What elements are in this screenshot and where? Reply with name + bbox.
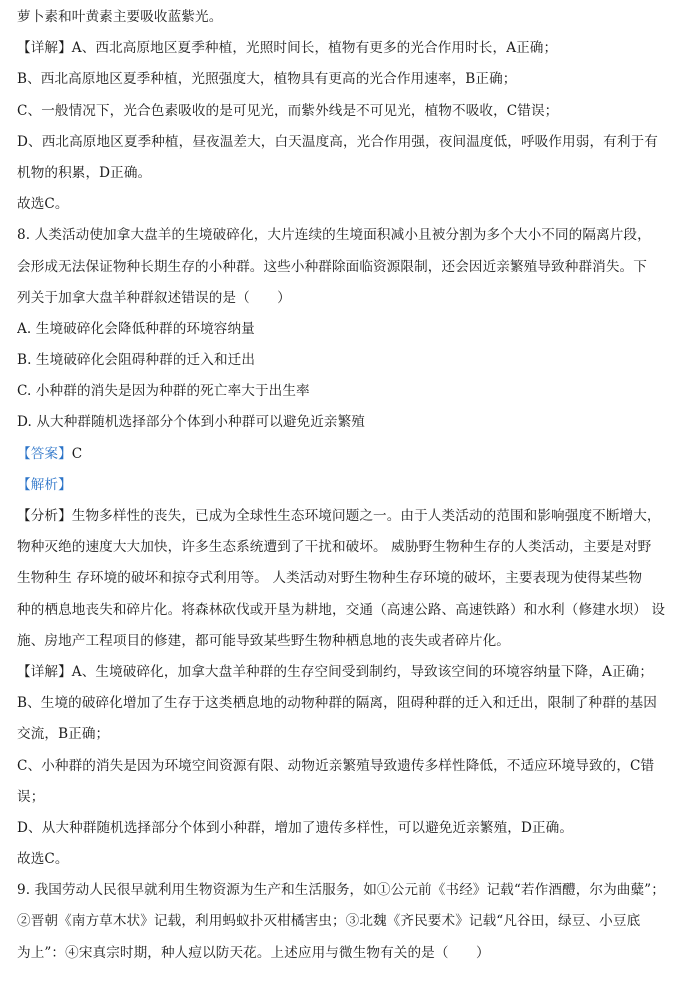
option-c: C. 小种群的消失是因为种群的死亡率大于出生率 <box>17 383 310 400</box>
question-8-line-2: 会形成无法保证物种长期生存的小种群。这些小种群除面临资源限制，还会因近亲繁殖导致种群消失。下 <box>17 258 647 275</box>
question-9-line-3: 为上”：④宋真宗时期，种人痘以防天花。上述应用与微生物有关的是（ ） <box>17 944 490 961</box>
text-line-18: 物种灭绝的速度大大加快，许多生态系统遭到了干扰和破坏。 威胁野生物种生存的人类活动，主要是对野 <box>17 539 652 556</box>
text-line-1: 萝卜素和叶黄素主要吸收蓝紫光。 <box>17 9 223 25</box>
option-a: A. 生境破碎化会降低种群的环境容纳量 <box>17 320 255 337</box>
text-line-3: B、西北高原地区夏季种植，光照强度大，植物具有更高的光合作用速率，B正确； <box>17 71 517 88</box>
answer-line <box>17 439 683 470</box>
option-b: B. 生境破碎化会阻碍种群的迁入和迁出 <box>17 352 256 369</box>
analysis-tag: 【解析】 <box>17 476 72 493</box>
text-line-19: 生物种生 存环境的破坏和掠夺式利用等。 人类活动对野生物种生存环境的破坏，主要表现为使得某些物 <box>17 570 643 587</box>
text-line-26: 误； <box>17 788 45 805</box>
question-8-line-1: 8. 人类活动使加拿大盘羊的生境破碎化，大片连续的生境面积减小且被分割为多个大小不同的隔离片段， <box>17 227 651 244</box>
text-line-5: D、西北高原地区夏季种植，昼夜温差大，白天温度高，光合作用强，夜间温度低，呼吸作用弱，有利于有 <box>17 133 658 150</box>
text-line-2: 【详解】A、西北高原地区夏季种植，光照时间长，植物有更多的光合作用时长，A正确； <box>17 40 558 57</box>
text-line-4: C、一般情况下，光合色素吸收的是可见光，而紫外线是不可见光，植物不吸收，C错误； <box>17 102 559 119</box>
text-line-21: 施、房地产工程项目的修建，都可能导致某些野生物种栖息地的丧失或者碎片化。 <box>17 632 510 649</box>
text-line-20: 种的栖息地丧失和碎片化。将森林砍伐或开垦为耕地，交通（高速公路、高速铁路）和水利（修建水坝） 设 <box>17 601 666 618</box>
analysis-line <box>17 470 683 501</box>
text-line-7: 故选C。 <box>17 196 69 213</box>
text-line-25: C、小种群的消失是因为环境空间资源有限、动物近亲繁殖导致遗传多样性降低，不适应环境导致的，C错 <box>17 757 655 774</box>
question-9-line-2: ②晋朝《南方草木状》记载，利用蚂蚁扑灭柑橘害虫；③北魏《齐民要术》记载“凡谷田，绿豆、小豆底 <box>17 913 641 930</box>
answer-tag: 【答案】 <box>17 445 72 462</box>
text-line-23: B、生境的破碎化增加了生存于这类栖息地的动物种群的隔离，阻碍种群的迁入和迁出，限制了种群的基因 <box>17 695 657 712</box>
text-line-17: 【分析】生物多样性的丧失，已成为全球性生态环境问题之一。由于人类活动的范围和影响强度不断增大， <box>17 508 661 524</box>
text-line-27: D、从大种群随机选择部分个体到小种群，增加了遗传多样性，可以避免近亲繁殖，D正确。 <box>17 819 574 836</box>
text-line-6: 机物的积累，D正确。 <box>17 164 152 181</box>
text-line-24: 交流，B正确； <box>17 726 110 743</box>
question-8-line-3: 列关于加拿大盘羊种群叙述错误的是（ ） <box>17 289 291 306</box>
question-9-line-1: 9. 我国劳动人民很早就利用生物资源为生产和生活服务，如①公元前《书经》记载“若作酒醴，尔为曲糵”； <box>17 882 665 899</box>
text-line-28: 故选C。 <box>17 851 69 868</box>
text-line-22: 【详解】A、生境破碎化，加拿大盘羊种群的生存空间受到制约，导致该空间的环境容纳量下降，A正确； <box>17 663 654 680</box>
answer-value: C <box>71 445 83 462</box>
option-d: D. 从大种群随机选择部分个体到小种群可以避免近亲繁殖 <box>17 414 366 431</box>
